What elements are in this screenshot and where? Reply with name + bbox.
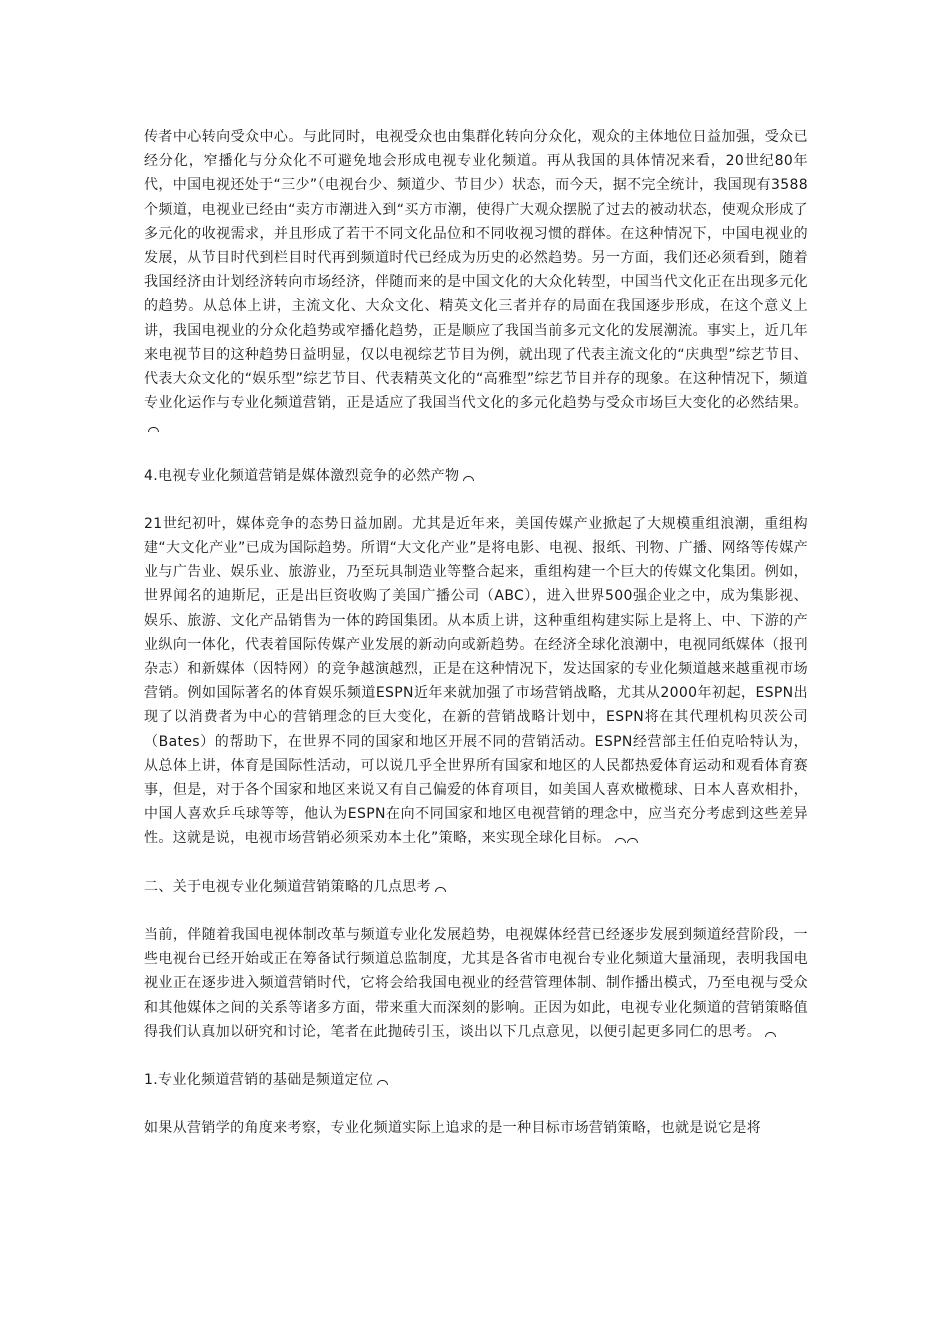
paragraph-end-mark-icon — [435, 887, 446, 892]
paragraph-audience-shift — [144, 125, 808, 440]
document-body — [144, 125, 808, 1140]
paragraph-text: 当前，伴随着我国电视体制改革与频道专业化发展趋势，电视媒体经营已经逐步发展到频道经营阶段，一些电视台已经开始或正在筹备试行频道总监制度，尤其是各省市电视台专业化频道大量涌现，表明我国电视业正在逐步进入频道营销时代，它将会给我国电视业的经营管理体制、制作播出模式，乃至电视与受众和其他媒体之间的关系等诸多方面，带来重大而深刻的影响。正因为如此，电视专业化频道的营销策略值得我们认真加以研究和讨论，笔者在此抛砖引玉，谈出以下几点意见，以便引起更多同仁的思考。 — [144, 926, 808, 1040]
paragraph-spacer — [144, 1092, 808, 1116]
heading-text: 二、关于电视专业化频道营销策略的几点思考 — [144, 878, 431, 895]
paragraph-end-mark-icon — [627, 838, 638, 843]
paragraph-current-situation — [144, 923, 808, 1044]
paragraph-text: 21世纪初叶，媒体竞争的态势日益加剧。尤其是近年来，美国传媒产业掀起了大规模重组浪潮，重组构建“大文化产业”已成为国际趋势。所谓“大文化产业”是将电影、电视、报纸、刊物、广播、网络等传媒产业与广告业、娱乐业、旅游业，乃至玩具制造业等整合起来，重组构建一个巨大的传媒文化集团。例如，世界闻名的迪斯尼，正是出巨资收购了美国广播公司（ABC），进入世界500强企业之中，成为集影视、娱乐、旅游、文化产品销售为一体的跨国集团。从本质上讲，这种重组构建实际上是将上、中、下游的产业纵向一体化，代表着国际传媒产业发展的新动向或新趋势。在经济全球化浪潮中，电视同纸媒体（报刊杂志）和新媒体（因特网）的竞争越演越烈，正是在这种情况下，发达国家的专业化频道越来越重视市场营销。例如国际著名的体育娱乐频道ESPN近年来就加强了市场营销战略，尤其从2000年初起，ESPN出现了以消费者为中心的营销理念的巨大变化，在新的营销战略计划中，ESPN将在其代理机构贝茨公司（Bates）的帮助下，在世界不同的国家和地区开展不同的营销活动。ESPN经营部主任伯克哈特认为，从总体上讲，体育是国际性活动，可以说几乎全世界所有国家和地区的人民都热爱体育运动和观看体育赛事，但是，对于各个国家和地区来说又有自己偏爱的体育项目，如美国人喜欢橄榄球、日本人喜欢相扑，中国人喜欢乒乓球等等，他认为ESPN在向不同国家和地区电视营销的理念中，应当充分考虑到这些差异性。这就是说，电视市场营销必须采劝本土化”策略，来实现全球化目标。 — [144, 515, 808, 847]
paragraph-text: 如果从营销学的角度来考察，专业化频道实际上追求的是一种目标市场营销策略，也就是说它是将 — [144, 1120, 762, 1137]
paragraph-end-mark-icon — [377, 1080, 388, 1085]
paragraph-media-competition — [144, 512, 808, 851]
section-heading-strategy — [144, 875, 808, 899]
paragraph-text: 传者中心转向受众中心。与此同时，电视受众也由集群化转向分众化，观众的主体地位日益加强，受众已经分化，窄播化与分众化不可避免地会形成电视专业化频道。再从我国的具体情况来看，20世纪80年代，中国电视还处于“三少”（电视台少、频道少、节目少）状态，而今天，据不完全统计，我国现有3588个频道，电视业已经由“卖方市潮进入到“买方市潮，使得广大观众摆脱了过去的被动状态，使观众形成了多元化的收视需求，并且形成了若干不同文化品位和不同收视习惯的群体。在这种情况下，中国电视业的发展，从节目时代到栏目时代再到频道时代已经成为历史的必然趋势。另一方面，我们还必须看到，随着我国经济由计划经济转向市场经济，伴随而来的是中国文化的大众化转型，中国当代文化正在出现多元化的趋势。从总体上讲，主流文化、大众文化、精英文化三者并存的局面在我国逐步形成，在这个意义上讲，我国电视业的分众化趋势或窄播化趋势，正是顺应了我国当前多元文化的发展潮流。事实上，近几年来电视节目的这种趋势日益明显，仅以电视综艺节目为例，就出现了代表主流文化的“庆典型”综艺节目、代表大众文化的“娱乐型”综艺节目、代表精英文化的“高雅型”综艺节目并存的现象。在这种情况下，频道专业化运作与专业化频道营销，正是适应了我国当代文化的多元化趋势与受众市场巨大变化的必然结果。 — [144, 129, 808, 412]
paragraph-end-mark-icon — [148, 427, 159, 432]
paragraph-spacer — [144, 488, 808, 512]
paragraph-spacer — [144, 851, 808, 875]
paragraph-spacer — [144, 899, 808, 923]
section-heading-competition — [144, 464, 808, 488]
heading-text: 4.电视专业化频道营销是媒体激烈竞争的必然产物 — [144, 467, 460, 484]
heading-text: 1.专业化频道营销的基础是频道定位 — [144, 1071, 374, 1088]
paragraph-spacer — [144, 440, 808, 464]
paragraph-end-mark-icon — [615, 838, 626, 843]
paragraph-end-mark-icon — [463, 476, 474, 481]
paragraph-spacer — [144, 1044, 808, 1068]
paragraph-marketing-perspective — [144, 1116, 808, 1140]
section-heading-positioning — [144, 1068, 808, 1092]
paragraph-end-mark-icon — [765, 1032, 776, 1037]
